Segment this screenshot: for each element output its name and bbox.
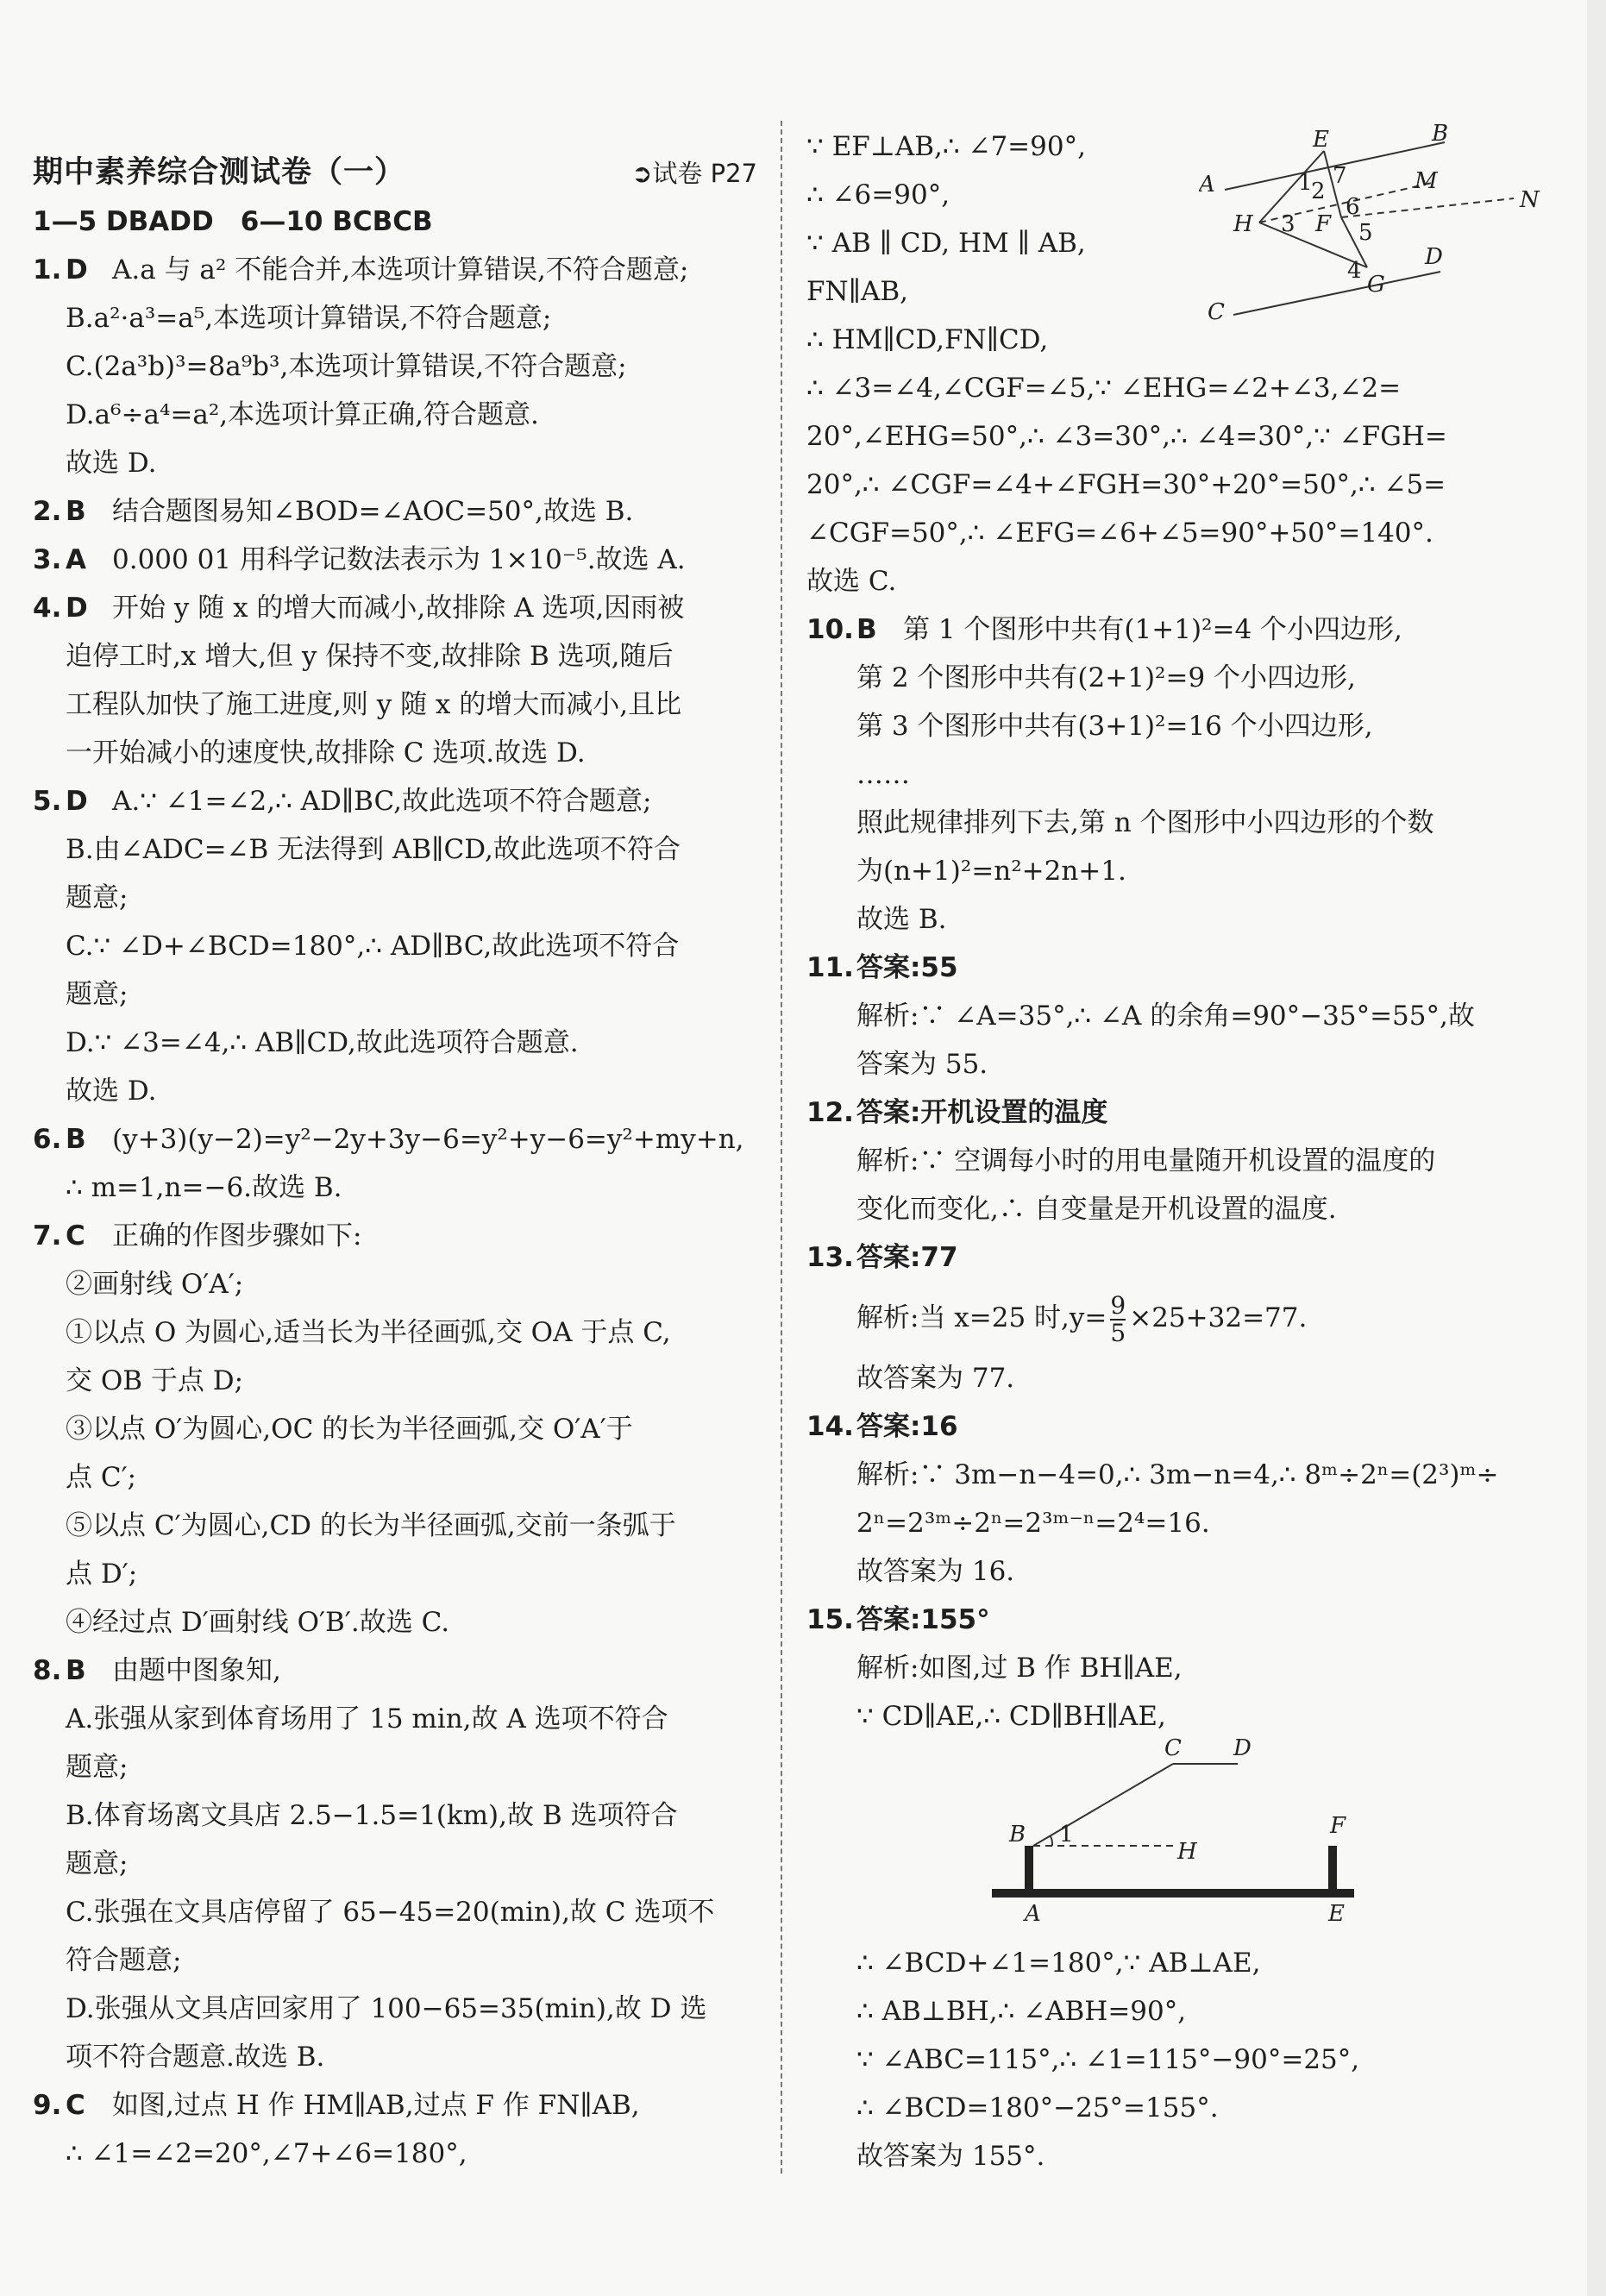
question-5 — [33, 777, 757, 1115]
angle-3-label: 3 — [1281, 211, 1295, 237]
text-line: 题意; — [66, 979, 129, 1010]
question-number: 9. — [33, 2090, 62, 2121]
explanation-text: (y+3)(y−2)=y²−2y+3y−6=y²+y−6=y²+my+n, — [112, 1124, 744, 1155]
q15-geometry-figure — [992, 1734, 1380, 1932]
question-number: 10. — [806, 614, 854, 645]
answer-letter: D — [66, 254, 88, 285]
text-line: ∴ ∠BCD+∠1=180°,∵ AB⊥AE, — [856, 1948, 1261, 1979]
text-line: ④经过点 D′画射线 O′B′.故选 C. — [66, 1607, 450, 1638]
question-13 — [806, 1233, 1522, 1402]
text-line: 第 3 个图形中共有(3+1)²=16 个小四边形, — [856, 711, 1373, 742]
angle-6-label: 6 — [1346, 194, 1360, 220]
label-h: H — [1177, 1839, 1197, 1865]
label-e: E — [1328, 1901, 1345, 1927]
question-first-line — [33, 1212, 757, 1260]
page-title: 期中素养综合测试卷（一） — [33, 155, 406, 190]
question-number: 7. — [33, 1220, 62, 1252]
angle-1-label: 1 — [1059, 1822, 1074, 1847]
question-first-line — [33, 246, 757, 294]
label-a: A — [1199, 172, 1215, 198]
text-line: ∴ ∠6=90°, — [806, 179, 950, 210]
question-number: 8. — [33, 1655, 62, 1686]
text-line: …… — [856, 759, 910, 790]
text-line: 符合题意; — [66, 1945, 182, 1976]
question-9 — [33, 2081, 757, 2178]
text-line: 一开始减小的速度快,故排除 C 选项.故选 D. — [66, 737, 586, 768]
left-question-list — [33, 246, 757, 2178]
explanation-text: 如图,过点 H 作 HM∥AB,过点 F 作 FN∥AB, — [112, 2090, 640, 2121]
answer-letter: D — [66, 786, 88, 817]
fraction — [1110, 1290, 1126, 1347]
question-12 — [806, 1088, 1522, 1233]
answer-letter: C — [66, 1220, 85, 1252]
label-f: F — [1315, 211, 1332, 237]
dashed-fn — [1341, 198, 1514, 217]
text-line: ②画射线 O′A′; — [66, 1269, 244, 1300]
question-number: 13. — [806, 1242, 854, 1273]
text-line: 故答案为 155°. — [856, 2141, 1045, 2172]
text-line: D.∵ ∠3=∠4,∴ AB∥CD,故此选项符合题意. — [66, 1027, 579, 1058]
label-d: D — [1425, 244, 1443, 270]
text-line: ∴ HM∥CD,FN∥CD, — [806, 324, 1049, 355]
angle-7-label: 7 — [1333, 163, 1347, 189]
label-b: B — [1009, 1822, 1026, 1847]
text-line: ∴ ∠1=∠2=20°,∠7+∠6=180°, — [66, 2138, 467, 2169]
explanation-text: A.a 与 a² 不能合并,本选项计算错误,不符合题意; — [112, 254, 689, 285]
text-line: 工程队加快了施工进度,则 y 随 x 的增大而减小,且比 — [66, 689, 682, 720]
question-7 — [33, 1212, 757, 1647]
text-line: 故选 D. — [66, 1076, 157, 1107]
answer-summary: 1—5 DBADD 6—10 BCBCB — [33, 206, 433, 237]
text-line: ⑤以点 C′为圆心,CD 的长为半径画弧,交前一条弧于 — [66, 1510, 676, 1541]
text-line: 第 2 个图形中共有(2+1)²=9 个小四边形, — [856, 662, 1356, 693]
text-line: ∵ EF⊥AB,∴ ∠7=90°, — [806, 131, 1086, 162]
angle-4-label: 4 — [1347, 258, 1362, 284]
text-line: FN∥AB, — [806, 276, 908, 307]
text-line: C.∵ ∠D+∠BCD=180°,∴ AD∥BC,故此选项不符合 — [66, 931, 680, 962]
question-number: 3. — [33, 544, 62, 575]
question-number: 14. — [806, 1411, 854, 1442]
text-line: ∴ ∠3=∠4,∠CGF=∠5,∵ ∠EHG=∠2+∠3,∠2= — [806, 373, 1402, 404]
explanation-line: 答案为 55. — [856, 1049, 988, 1080]
text-line: 故选 D. — [66, 448, 157, 479]
text-line: 20°,∴ ∠CGF=∠4+∠FGH=30°+20°=50°,∴ ∠5= — [806, 469, 1446, 500]
explanation-text: 结合题图易知∠BOD=∠AOC=50°,故选 B. — [112, 496, 634, 527]
explanation-text: A.∵ ∠1=∠2,∴ AD∥BC,故此选项不符合题意; — [112, 786, 652, 817]
q9-conclusion — [806, 364, 1522, 605]
segment-bc — [1033, 1764, 1173, 1846]
text-line: 迫停工时,x 增大,但 y 保持不变,故排除 B 选项,随后 — [66, 641, 674, 672]
text-line: 交 OB 于点 D; — [66, 1365, 244, 1396]
text-line: ∵ ∠ABC=115°,∴ ∠1=115°−90°=25°, — [856, 2044, 1360, 2075]
answer-line: 答案:77 — [856, 1242, 958, 1273]
label-d: D — [1233, 1735, 1252, 1761]
explanation-text: 开始 y 随 x 的增大而减小,故排除 A 选项,因雨被 — [112, 593, 685, 624]
q15-conclusion — [806, 1939, 1522, 2180]
explanation-line: 解析:∵ ∠A=35°,∴ ∠A 的余角=90°−35°=55°,故 — [856, 1001, 1475, 1032]
text-line: 照此规律排列下去,第 n 个图形中小四边形的个数 — [856, 807, 1434, 838]
text-line: 题意; — [66, 1848, 129, 1879]
text-line: D.a⁶÷a⁴=a²,本选项计算正确,符合题意. — [66, 399, 539, 430]
explanation-text: 由题中图象知, — [112, 1655, 281, 1686]
text-line: 点 D′; — [66, 1559, 138, 1590]
question-2 — [33, 487, 757, 536]
answer-line: 答案:155° — [856, 1604, 990, 1635]
question-1 — [33, 246, 757, 487]
explanation-line: 故答案为 77. — [856, 1363, 1015, 1394]
label-a: A — [1025, 1901, 1041, 1927]
label-e: E — [1313, 127, 1329, 153]
answer-letter: B — [66, 1124, 86, 1155]
question-first-line — [33, 2081, 757, 2130]
text-line: ∴ m=1,n=−6.故选 B. — [66, 1172, 342, 1203]
explanation-line: 解析:∵ 空调每小时的用电量随开机设置的温度的 — [856, 1145, 1436, 1176]
text-line: B.由∠ADC=∠B 无法得到 AB∥CD,故此选项不符合 — [66, 834, 681, 865]
left-column — [33, 129, 757, 2178]
question-number: 6. — [33, 1124, 62, 1155]
question-6 — [33, 1115, 757, 1212]
question-number: 1. — [33, 254, 62, 285]
question-first-line — [33, 1115, 757, 1164]
answer-letter: D — [66, 593, 88, 624]
question-10 — [806, 605, 1522, 944]
text-line: ①以点 O 为圆心,适当长为半径画弧,交 OA 于点 C, — [66, 1317, 671, 1348]
line-cd — [1233, 272, 1440, 315]
paper-page-ref: ➲试卷 P27 — [631, 159, 757, 188]
question-first-line — [806, 605, 1522, 654]
question-4 — [33, 584, 757, 777]
question-3 — [33, 536, 757, 584]
q9-geometry-figure — [1199, 121, 1544, 336]
text-line: 点 C′; — [66, 1462, 137, 1493]
explanation-text: ×25+32=77. — [1129, 1302, 1308, 1333]
text-line: 题意; — [66, 1752, 129, 1783]
text-line: ∵ AB ∥ CD, HM ∥ AB, — [806, 228, 1086, 259]
label-n: N — [1520, 187, 1540, 213]
question-first-line — [33, 1647, 757, 1695]
label-h: H — [1233, 211, 1253, 237]
text-line: A.张强从家到体育场用了 15 min,故 A 选项不符合 — [66, 1703, 668, 1735]
column-divider — [781, 121, 782, 2174]
question-number: 15. — [806, 1604, 854, 1635]
text-line: ∴ ∠BCD=180°−25°=155°. — [856, 2092, 1219, 2123]
angle-1-label: 1 — [1298, 170, 1313, 196]
label-b: B — [1432, 121, 1449, 147]
section-header — [33, 148, 757, 198]
label-c: C — [1208, 299, 1225, 325]
explanation-line: 解析:如图,过 B 作 BH∥AE, — [856, 1653, 1183, 1684]
explanation-line — [806, 1282, 1522, 1354]
answer-line: 答案:16 — [856, 1411, 958, 1442]
question-first-line — [33, 777, 757, 825]
label-m: M — [1415, 168, 1438, 194]
text-line: 20°,∠EHG=50°,∴ ∠3=30°,∴ ∠4=30°,∵ ∠FGH= — [806, 421, 1447, 452]
question-number: 12. — [806, 1097, 854, 1128]
question-14 — [806, 1402, 1522, 1596]
angle-1-arc — [1051, 1836, 1052, 1846]
answer-letter: B — [66, 1655, 86, 1686]
explanation-text: 第 1 个图形中共有(1+1)²=4 个小四边形, — [903, 614, 1402, 645]
post-ab — [1025, 1846, 1033, 1893]
explanation-line: 2ⁿ=2³ᵐ÷2ⁿ=2³ᵐ⁻ⁿ=2⁴=16. — [856, 1508, 1210, 1539]
text-line: C.(2a³b)³=8a⁹b³,本选项计算错误,不符合题意; — [66, 351, 627, 382]
answer-letter: B — [856, 614, 877, 645]
question-number: 5. — [33, 786, 62, 817]
question-first-line — [33, 487, 757, 536]
question-first-line — [33, 584, 757, 632]
answer-letter: A — [66, 544, 86, 575]
ground-line-ae — [992, 1889, 1354, 1898]
label-g: G — [1367, 272, 1385, 298]
answer-letter: B — [66, 496, 86, 527]
explanation-line: 变化而变化,∴ 自变量是开机设置的温度. — [856, 1194, 1337, 1225]
text-line: B.体育场离文具店 2.5−1.5=1(km),故 B 选项符合 — [66, 1800, 678, 1831]
angle-2-label: 2 — [1311, 179, 1326, 204]
question-number: 11. — [806, 952, 854, 983]
answer-letter: C — [66, 2090, 85, 2121]
text-line: 故选 C. — [806, 566, 897, 597]
angle-5-label: 5 — [1358, 220, 1373, 246]
question-11 — [806, 944, 1522, 1088]
label-f: F — [1330, 1813, 1346, 1839]
text-line: 为(n+1)²=n²+2n+1. — [856, 856, 1126, 887]
explanation-text: 正确的作图步骤如下: — [112, 1220, 362, 1252]
question-first-line — [33, 536, 757, 584]
question-8 — [33, 1647, 757, 2081]
explanation-text: 解析:当 x=25 时,y= — [856, 1302, 1107, 1333]
text-line: D.张强从文具店回家用了 100−65=35(min),故 D 选 — [66, 1993, 707, 2024]
explanation-text: 0.000 01 用科学记数法表示为 1×10⁻⁵.故选 A. — [112, 544, 686, 575]
text-line: ∠CGF=50°,∴ ∠EFG=∠6+∠5=90°+50°=140°. — [806, 518, 1433, 549]
fraction-numerator: 9 — [1110, 1290, 1126, 1320]
answer-line: 答案:55 — [856, 952, 958, 983]
text-line: 故选 B. — [856, 904, 947, 935]
fraction-denominator: 5 — [1110, 1318, 1126, 1347]
text-line: 题意; — [66, 882, 129, 913]
answer-line: 答案:开机设置的温度 — [856, 1097, 1108, 1128]
question-number: 4. — [33, 593, 62, 624]
post-ef — [1328, 1846, 1337, 1893]
text-line: 项不符合题意.故选 B. — [66, 2042, 325, 2073]
text-line: C.张强在文具店停留了 65−45=20(min),故 C 选项不 — [66, 1897, 715, 1928]
question-number: 2. — [33, 496, 62, 527]
text-line: ③以点 O′为圆心,OC 的长为半径画弧,交 O′A′于 — [66, 1414, 633, 1445]
text-line: B.a²·a³=a⁵,本选项计算错误,不符合题意; — [66, 303, 552, 334]
explanation-line: 解析:∵ 3m−n−4=0,∴ 3m−n=4,∴ 8ᵐ÷2ⁿ=(2³)ᵐ÷ — [856, 1459, 1499, 1490]
text-line: ∴ AB⊥BH,∴ ∠ABH=90°, — [856, 1996, 1187, 2027]
explanation-line: 故答案为 16. — [856, 1556, 1015, 1587]
label-c: C — [1164, 1735, 1182, 1761]
explanation-line: ∵ CD∥AE,∴ CD∥BH∥AE, — [856, 1701, 1166, 1732]
